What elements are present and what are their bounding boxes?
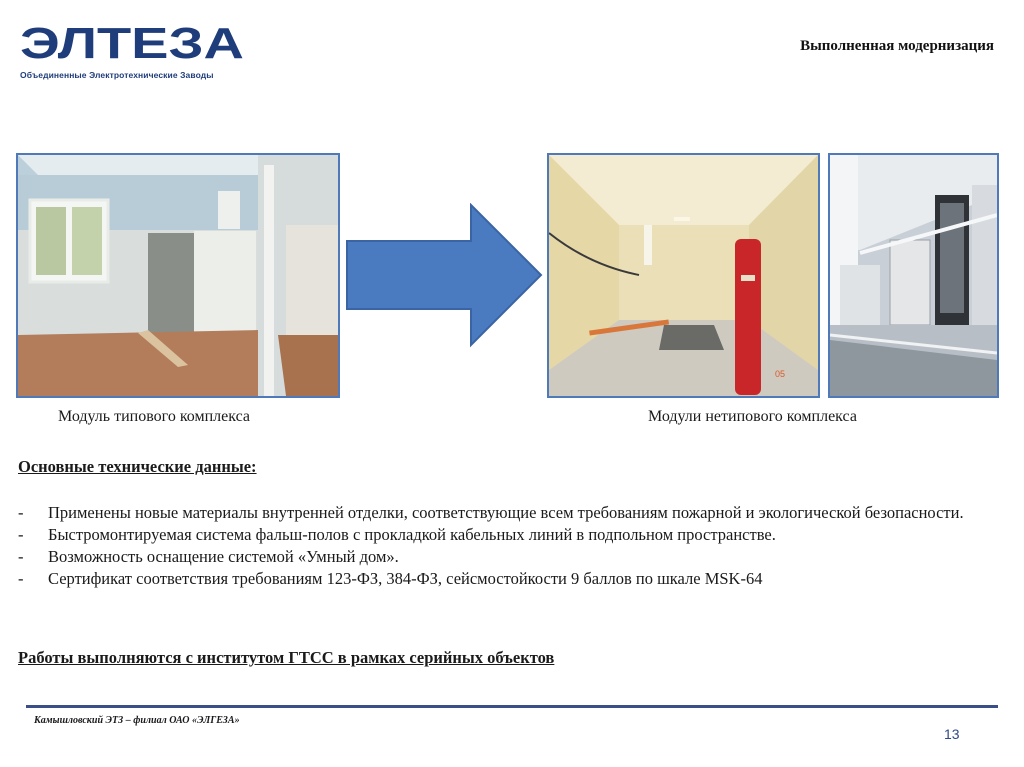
list-item: - Возможность оснащение системой «Умный дом». [18, 546, 986, 568]
logo-wordmark: ЭЛТЕЗА [20, 19, 244, 68]
right-arrow-icon [345, 203, 545, 348]
caption-typical-module: Модуль типового комплекса [58, 408, 251, 425]
photo-nontypical-module-1 [547, 153, 820, 398]
technical-data-list [18, 502, 986, 590]
footer-company: Камышловский ЭТЗ – филиал ОАО «ЭЛГЕЗА» [34, 715, 240, 726]
caption-nontypical-modules: Модули нетипового комплекса [648, 408, 857, 425]
photo-nontypical-module-2 [828, 153, 999, 398]
photo-label: 05 [775, 369, 786, 379]
list-item: - Быстромонтируемая система фальш-полов с прокладкой кабельных линий в подпольном пространстве. [18, 524, 986, 546]
final-note: Работы выполняются с институтом ГТСС в рамках серийных объектов [18, 648, 555, 667]
section-title: Основные технические данные: [18, 457, 257, 476]
list-item: - Сертификат соответствия требованиям 123-ФЗ, 384-ФЗ, сейсмостойкости 9 баллов по шкале MSK-64 [18, 568, 986, 590]
list-item: - Применены новые материалы внутренней отделки, соответствующие всем требованиям пожарной и экологической безопасности. [18, 502, 986, 524]
logo-subtitle: Объединенные Электротехнические Заводы [20, 70, 214, 80]
slide-title: Выполненная модернизация [800, 38, 994, 54]
page-number: 13 [944, 726, 960, 742]
footer-divider [26, 705, 998, 708]
photo-typical-module [16, 153, 340, 398]
